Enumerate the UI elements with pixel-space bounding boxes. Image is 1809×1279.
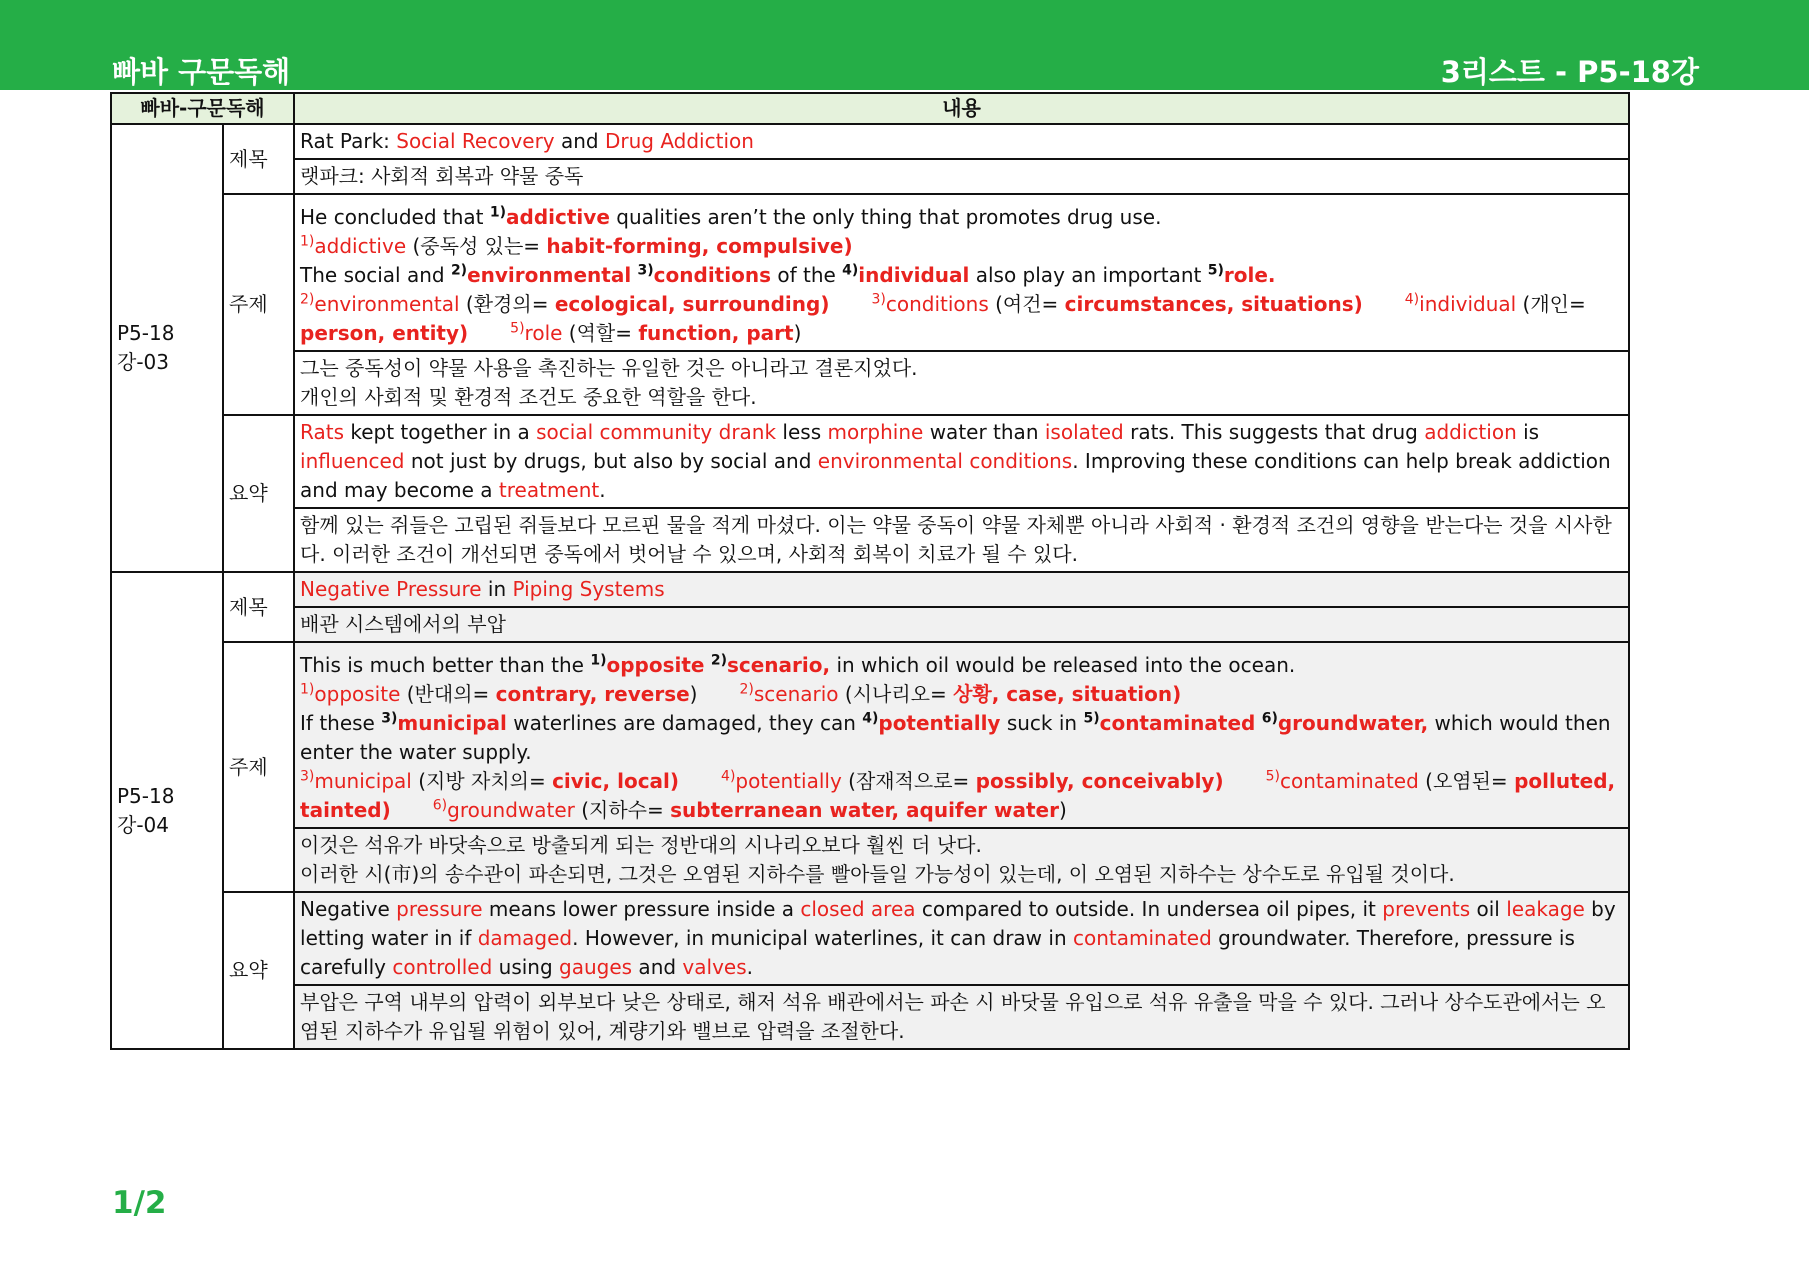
table-row: [111, 572, 1629, 607]
theme-en: [294, 642, 1629, 828]
title-ko: 배관 시스템에서의 부압: [294, 607, 1629, 642]
table-row: [111, 124, 1629, 159]
section-id: P5-18강-04: [111, 572, 223, 1049]
lesson-title: 3리스트 - P5-18강: [1440, 55, 1699, 89]
table-row: [111, 985, 1629, 1049]
summary-en: Negative pressure means lower pressure inside a closed area compared to outside. In undersea oil pipes, it prevents oil leakage by letting water in if damaged. However, in municipal waterlines, it can draw in contaminated groundwater. Therefore, pressure is carefully controlled using gauges and valves.: [294, 892, 1629, 985]
table-header-row: [111, 93, 1629, 124]
label-summary: 요약: [223, 892, 294, 1049]
table-row: [111, 159, 1629, 194]
table-row: [111, 508, 1629, 572]
label-title: 제목: [223, 124, 294, 194]
table-row: [111, 828, 1629, 892]
table-row: [111, 194, 1629, 351]
theme-sentence: The social and $^{2)}$environmental $^{3)}$conditions of the $^{4)}$individual also play an important $^{5)}$role.: [300, 262, 1276, 287]
label-theme: 주제: [223, 642, 294, 892]
section-id: P5-18강-03: [111, 124, 223, 572]
summary-en: Rats kept together in a social community drank less morphine water than isolated rats. This suggests that drug addiction is influenced not just by drugs, but also by social and environmental conditions. Improving these conditions can help break addiction and may become a treatment.: [294, 415, 1629, 508]
table-row: [111, 642, 1629, 828]
content-table: [110, 92, 1630, 1050]
table-row: [111, 892, 1629, 985]
theme-en: [294, 194, 1629, 351]
vocab-line: $^{3)}$municipal (지방 자치의= civic, local) $^{4)}$potentially (잠재적으로= possibly, conceivably) $^{5)}$contaminated (오염된= polluted, tainted) $^{6)}$groundwater (지하수= subterranean water, aquifer water): [300, 768, 1616, 822]
summary-ko: 함께 있는 쥐들은 고립된 쥐들보다 모르핀 물을 적게 마셨다. 이는 약물 중독이 약물 자체뿐 아니라 사회적 · 환경적 조건의 영향을 받는다는 것을 시사한다. 이러한 조건이 개선되면 중독에서 벗어날 수 있으며, 사회적 회복이 치료가 될 수 있다.: [294, 508, 1629, 572]
label-summary: 요약: [223, 415, 294, 572]
title-en: Rat Park: Social Recovery and Drug Addiction: [294, 124, 1629, 159]
table-row: [111, 607, 1629, 642]
brand-title: 빠바 구문독해: [112, 55, 291, 89]
title-en: Negative Pressure in Piping Systems: [294, 572, 1629, 607]
label-theme: 주제: [223, 194, 294, 415]
title-ko: 랫파크: 사회적 회복과 약물 중독: [294, 159, 1629, 194]
vocab-line: $^{2)}$environmental (환경의= ecological, surrounding) $^{3)}$conditions (여건= circumstances, situations) $^{4)}$individual (개인= person, entity) $^{5)}$role (역할= function, part): [300, 291, 1586, 345]
page-number: 1/2: [112, 1185, 167, 1221]
summary-ko: 부압은 구역 내부의 압력이 외부보다 낮은 상태로, 해저 석유 배관에서는 파손 시 바닷물 유입으로 석유 유출을 막을 수 있다. 그러나 상수도관에서는 오염된 지하수가 유입될 위험이 있어, 계량기와 밸브로 압력을 조절한다.: [294, 985, 1629, 1049]
vocab-line: $^{1)}$addictive (중독성 있는= habit-forming, compulsive): [300, 233, 853, 258]
table-row: [111, 415, 1629, 508]
theme-ko: 그는 중독성이 약물 사용을 촉진하는 유일한 것은 아니라고 결론지었다. 개인의 사회적 및 환경적 조건도 중요한 역할을 한다.: [294, 351, 1629, 415]
theme-sentence: He concluded that $^{1)}$addictive qualities aren’t the only thing that promotes drug use.: [300, 204, 1162, 229]
label-title: 제목: [223, 572, 294, 642]
theme-sentence: This is much better than the $^{1)}$opposite $^{2)}$scenario, in which oil would be released into the ocean.: [300, 652, 1296, 677]
table-row: [111, 351, 1629, 415]
header-cell-content: 내용: [294, 93, 1629, 124]
theme-sentence: If these $^{3)}$municipal waterlines are damaged, they can $^{4)}$potentially suck in $^{5)}$contaminated $^{6)}$groundwater, which would then enter the water supply.: [300, 710, 1611, 764]
theme-ko: 이것은 석유가 바닷속으로 방출되게 되는 정반대의 시나리오보다 훨씬 더 낫다. 이러한 시(市)의 송수관이 파손되면, 그것은 오염된 지하수를 빨아들일 가능성이 있는데, 이 오염된 지하수는 상수도로 유입될 것이다.: [294, 828, 1629, 892]
header-cell-id: 빠바-구문독해: [111, 93, 294, 124]
vocab-line: $^{1)}$opposite (반대의= contrary, reverse) $^{2)}$scenario (시나리오= 상황, case, situation): [300, 681, 1182, 706]
